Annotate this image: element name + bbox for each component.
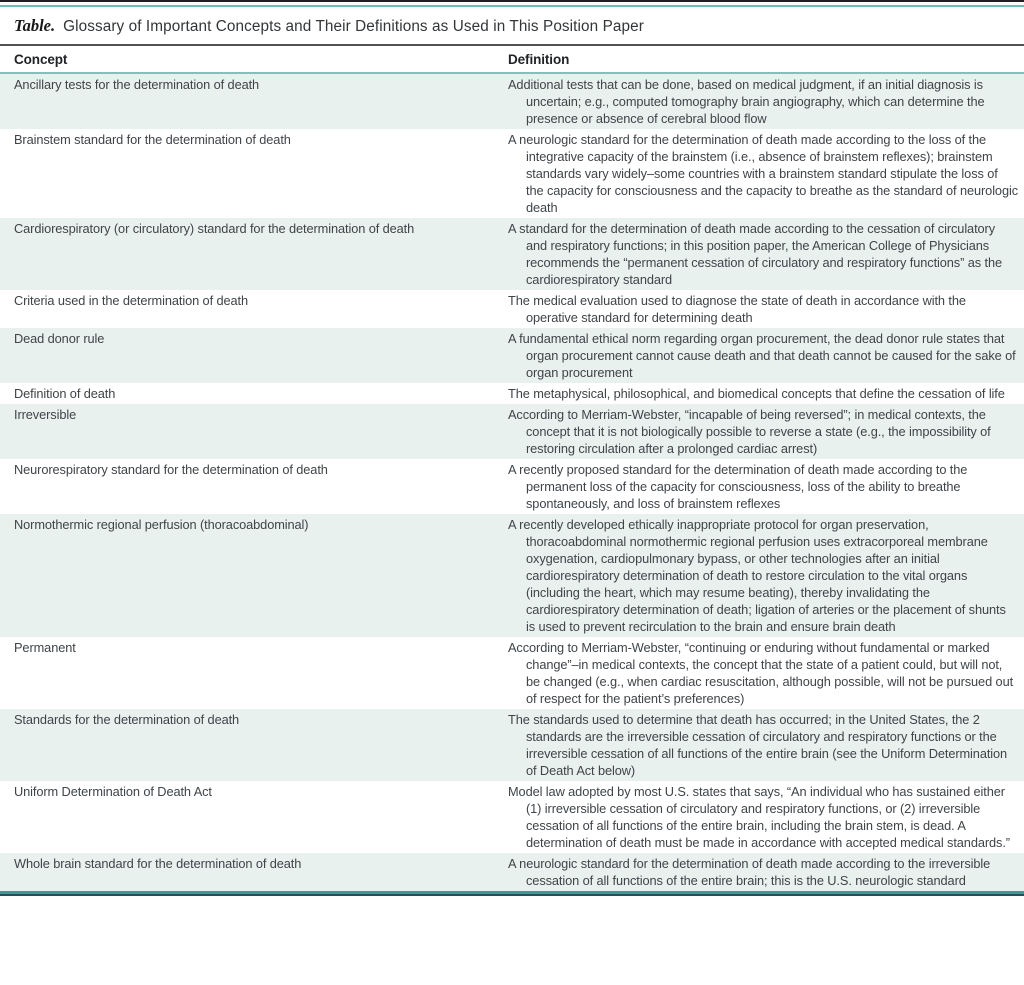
table-row	[0, 129, 1024, 218]
definition-text: The metaphysical, philosophical, and biomedical concepts that define the cessation of life	[508, 386, 1005, 401]
concept-cell: Permanent	[14, 640, 76, 655]
concept-cell: Dead donor rule	[14, 331, 105, 346]
definition-cell	[508, 290, 1024, 328]
definition-text: The medical evaluation used to diagnose the state of death in accordance with the operative standard for determining death	[508, 293, 966, 325]
concept-cell: Cardiorespiratory (or circulatory) standard for the determination of death	[14, 221, 415, 236]
bottom-dark-rule	[0, 894, 1024, 896]
definition-cell	[508, 853, 1024, 891]
definition-cell	[508, 74, 1024, 129]
table-row	[0, 404, 1024, 459]
concept-cell: Criteria used in the determination of death	[14, 293, 249, 308]
table-row	[0, 74, 1024, 129]
definition-text: According to Merriam-Webster, “continuing or enduring without fundamental or marked change”–in medical contexts, the concept that the state of a patient could, but will not, be changed (e.g., when cardiac resuscitation, although possible, will not be pursued out of respect for the patient’s preferences)	[508, 640, 1014, 706]
table-label: Table.	[14, 16, 56, 35]
column-header-concept: Concept	[14, 52, 68, 67]
definition-text: Model law adopted by most U.S. states that says, “An individual who has sustained either (1) irreversible cessation of circulatory and respiratory functions, or (2) irreversible cessation of all functions of the entire brain, including the brain stem, is dead. A determination of death must be made in accordance with accepted medical standards.”	[508, 784, 1010, 850]
table-row	[0, 290, 1024, 328]
definition-text: Additional tests that can be done, based on medical judgment, if an initial diagnosis is uncertain; e.g., computed tomography brain angiography, which can determine the presence or absence of cerebral blood flow	[508, 77, 985, 126]
concept-cell: Definition of death	[14, 386, 116, 401]
table-row	[0, 514, 1024, 637]
concept-cell: Standards for the determination of death	[14, 712, 240, 727]
table-caption: Glossary of Important Concepts and Their Definitions as Used in This Position Paper	[63, 18, 644, 35]
concept-cell: Uniform Determination of Death Act	[14, 784, 212, 799]
table-title	[0, 7, 1024, 44]
concept-cell: Ancillary tests for the determination of death	[14, 77, 260, 92]
concept-cell: Normothermic regional perfusion (thoracoabdominal)	[14, 517, 309, 532]
column-header-definition: Definition	[508, 52, 570, 67]
definition-text: According to Merriam-Webster, “incapable of being reversed”; in medical contexts, the concept that it is not biologically possible to reverse a state (e.g., the impossibility of restoring circulation after a prolonged cardiac arrest)	[508, 407, 991, 456]
concept-cell: Neurorespiratory standard for the determination of death	[14, 462, 328, 477]
definition-cell	[508, 514, 1024, 637]
column-header-row	[0, 46, 1024, 72]
definition-cell	[508, 218, 1024, 290]
concept-cell: Brainstem standard for the determination of death	[14, 132, 291, 147]
definition-text: The standards used to determine that death has occurred; in the United States, the 2 standards are the irreversible cessation of circulatory and respiratory functions or the irreversible cessation of all functions of the entire brain (see the Uniform Determination of Death Act below)	[508, 712, 1008, 778]
table-body	[0, 74, 1024, 891]
definition-text: A standard for the determination of death made according to the cessation of circulatory and respiratory functions; in this position paper, the American College of Physicians recommends the “permanent cessation of circulatory and respiratory functions” as the cardiorespiratory standard	[508, 221, 1002, 287]
definition-text: A fundamental ethical norm regarding organ procurement, the dead donor rule states that organ procurement cannot cause death and that death cannot be caused for the sake of organ procurement	[508, 331, 1016, 380]
concept-cell: Irreversible	[14, 407, 77, 422]
definition-cell	[508, 404, 1024, 459]
definition-cell	[508, 781, 1024, 853]
table-row	[0, 328, 1024, 383]
definition-cell	[508, 637, 1024, 709]
definition-cell	[508, 129, 1024, 218]
definition-cell	[508, 709, 1024, 781]
table-row	[0, 383, 1024, 404]
definition-cell	[508, 459, 1024, 514]
definition-text: A recently proposed standard for the determination of death made according to the permanent loss of the capacity for consciousness, loss of the ability to breathe spontaneously, and loss of brainstem reflexes	[508, 462, 968, 511]
table-row	[0, 781, 1024, 853]
table-row	[0, 637, 1024, 709]
concept-cell: Whole brain standard for the determination of death	[14, 856, 302, 871]
definition-text: A neurologic standard for the determination of death made according to the loss of the integrative capacity of the brainstem (i.e., absence of brainstem reflexes); brainstem standards vary widely–some countries with a brainstem standard stipulate the loss of the capacity for consciousness and the capacity to breathe as the standard of neurologic death	[508, 132, 1019, 215]
definition-text: A neurologic standard for the determination of death made according to the irreversible cessation of all functions of the entire brain; this is the U.S. neurologic standard	[508, 856, 991, 888]
table-row	[0, 709, 1024, 781]
table-row	[0, 459, 1024, 514]
table-row	[0, 853, 1024, 891]
table-row	[0, 218, 1024, 290]
definition-text: A recently developed ethically inappropriate protocol for organ preservation, thoracoabdominal normothermic regional perfusion uses extracorporeal membrane oxygenation, cardiopulmonary bypass, or other technologies after an initial cardiorespiratory determination of death to restore circulation to the vital organs (including the heart, which may resume beating), thereby invalidating the cardiorespiratory determination of death; ligation of arteries or the placement of shunts is used to prevent recirculation to the brain and ensure brain death	[508, 517, 1006, 634]
definition-cell	[508, 383, 1024, 404]
definition-cell	[508, 328, 1024, 383]
